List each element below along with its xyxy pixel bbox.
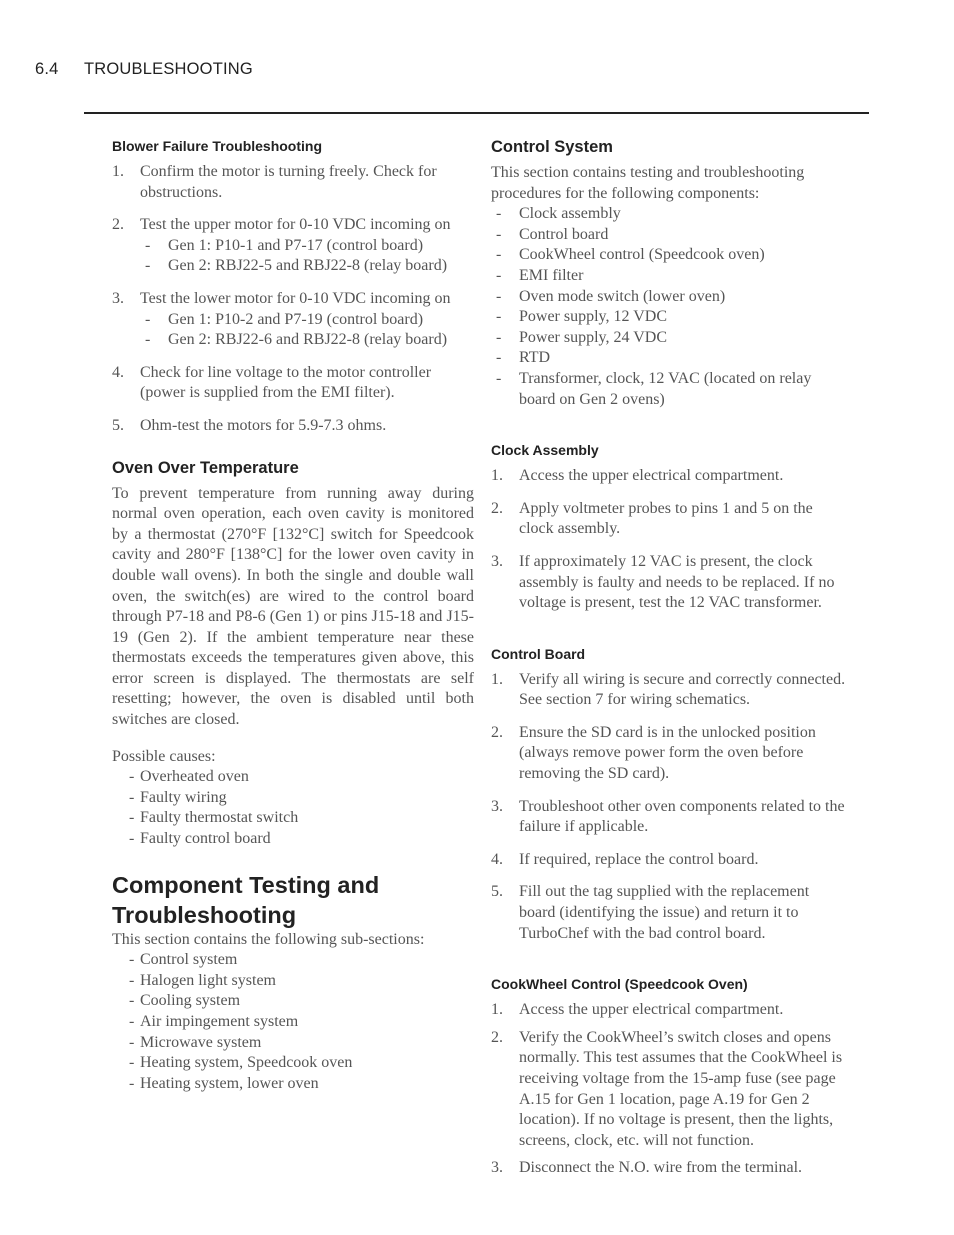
list-item: 2. Test the upper motor for 0-10 VDC incoming on - Gen 1: P10-1 and P7-17 (control board) - Gen 2: RBJ22-5 and RBJ22-8 (relay board) xyxy=(112,215,474,277)
list-item: - Control board xyxy=(491,225,846,246)
sub-list xyxy=(140,236,474,277)
page-header xyxy=(35,60,253,79)
blower-steps xyxy=(112,162,474,437)
component-intro: This section contains the following sub-sections: xyxy=(112,930,425,948)
list-item: - Transformer, clock, 12 VAC (located on relay board on Gen 2 ovens) xyxy=(491,369,846,410)
list-item: - Overheated oven xyxy=(112,767,474,788)
list-item: 3. Disconnect the N.O. wire from the terminal. xyxy=(491,1159,803,1177)
sub-item: - Gen 1: P10-2 and P7-19 (control board) xyxy=(140,310,474,331)
list-item: - Power supply, 24 VDC xyxy=(491,328,846,349)
clock-heading: Clock Assembly xyxy=(491,442,599,459)
list-item: - Faulty thermostat switch xyxy=(112,808,474,829)
right-column xyxy=(491,136,846,1179)
causes-list xyxy=(112,767,474,849)
section-number: 6.4 xyxy=(35,60,59,78)
list-item: - EMI filter xyxy=(491,266,846,287)
list-item: 3. If approximately 12 VAC is present, the clock assembly is faulty and needs to be replaced. If no voltage is present, test the 12 VAC transformer. xyxy=(491,552,835,612)
list-item: 1. Access the upper electrical compartment. xyxy=(491,1001,784,1019)
list-item: - Control system xyxy=(112,950,474,971)
control-system-heading: Control System xyxy=(491,138,613,156)
control-board-steps xyxy=(491,670,846,945)
list-item: 5. Ohm-test the motors for 5.9-7.3 ohms. xyxy=(112,416,387,434)
list-item: 5. Fill out the tag supplied with the replacement board (identifying the issue) and return it to TurboChef with the bad control board. xyxy=(491,883,810,942)
oven-temp-heading: Oven Over Temperature xyxy=(112,458,299,477)
component-list xyxy=(112,950,474,1094)
list-item: - RTD xyxy=(491,348,846,369)
oven-temp-body: To prevent temperature from running away during normal oven operation, each oven cavity is monitored by a thermostat (270°F [132°C] switch for Speedcook cavity and 280°F [138°C] for the lower oven cavity in double wall ovens). In both the single and double wall oven, the switch(es) are wired to the control board through P7-18 and P8-6 (Gen 1) or pins J15-18 and J15-19 (Gen 2). If the ambient temperature near these thermostats exceeds the temperatures given above, this error screen is displayed. The thermostats are self resetting; however, the oven is disabled until both switches are closed. xyxy=(112,484,474,729)
list-item: - Faulty control board xyxy=(112,829,474,850)
sub-item: - Gen 1: P10-1 and P7-17 (control board) xyxy=(140,236,474,257)
control-system-list xyxy=(491,204,846,410)
cookwheel-heading: CookWheel Control (Speedcook Oven) xyxy=(491,976,748,993)
list-item: - Microwave system xyxy=(112,1033,474,1054)
list-item: - Faulty wiring xyxy=(112,788,474,809)
blower-heading: Blower Failure Troubleshooting xyxy=(112,138,323,154)
list-item: - Halogen light system xyxy=(112,971,474,992)
list-item: - Oven mode switch (lower oven) xyxy=(491,287,846,308)
list-item: 1. Verify all wiring is secure and correctly connected. See section 7 for wiring schematics. xyxy=(491,670,846,709)
component-heading: Component Testing and Troubleshooting xyxy=(112,871,380,928)
section-title: TROUBLESHOOTING xyxy=(84,60,253,78)
header-rule xyxy=(84,112,869,114)
causes-label: Possible causes: xyxy=(112,747,216,765)
list-item: 2. Apply voltmeter probes to pins 1 and 5 on the clock assembly. xyxy=(491,499,813,538)
left-column xyxy=(112,136,474,1094)
list-item: - Heating system, lower oven xyxy=(112,1074,474,1095)
list-item: 1. Confirm the motor is turning freely. Check for obstructions. xyxy=(112,163,437,201)
cookwheel-steps xyxy=(491,1000,846,1179)
sub-item: - Gen 2: RBJ22-5 and RBJ22-8 (relay board) xyxy=(140,256,474,277)
list-item: 4. Check for line voltage to the motor controller (power is supplied from the EMI filter). xyxy=(112,363,432,402)
list-item: - Heating system, Speedcook oven xyxy=(112,1053,474,1074)
list-item: - Cooling system xyxy=(112,991,474,1012)
list-item: - Air impingement system xyxy=(112,1012,474,1033)
list-item: 3. Troubleshoot other oven components related to the failure if applicable. xyxy=(491,797,845,836)
control-system-intro: This section contains testing and troubleshooting procedures for the following components: xyxy=(491,164,805,202)
control-board-heading: Control Board xyxy=(491,645,586,662)
list-item: - CookWheel control (Speedcook oven) xyxy=(491,245,846,266)
list-item: 3. Test the lower motor for 0-10 VDC incoming on - Gen 1: P10-2 and P7-19 (control board) - Gen 2: RBJ22-6 and RBJ22-8 (relay board) xyxy=(112,289,474,351)
list-item: 2. Verify the CookWheel’s switch closes and opens normally. This test assumes that the CookWheel is receiving voltage from the 15-amp fuse (see page A.15 for Gen 1 location, page A.19 for Gen 2 location). If no voltage is present, then the lights, screens, clock, etc. will not function. xyxy=(491,1028,843,1149)
list-item: 2. Ensure the SD card is in the unlocked position (always remove power form the oven before removing the SD card). xyxy=(491,723,816,783)
list-item: 1. Access the upper electrical compartment. xyxy=(491,467,784,485)
list-item: - Power supply, 12 VDC xyxy=(491,307,846,328)
list-item: 4. If required, replace the control board. xyxy=(491,850,759,868)
list-item: - Clock assembly xyxy=(491,204,846,225)
clock-steps xyxy=(491,466,846,614)
sub-item: - Gen 2: RBJ22-6 and RBJ22-8 (relay board) xyxy=(140,330,474,351)
sub-list xyxy=(140,310,474,351)
